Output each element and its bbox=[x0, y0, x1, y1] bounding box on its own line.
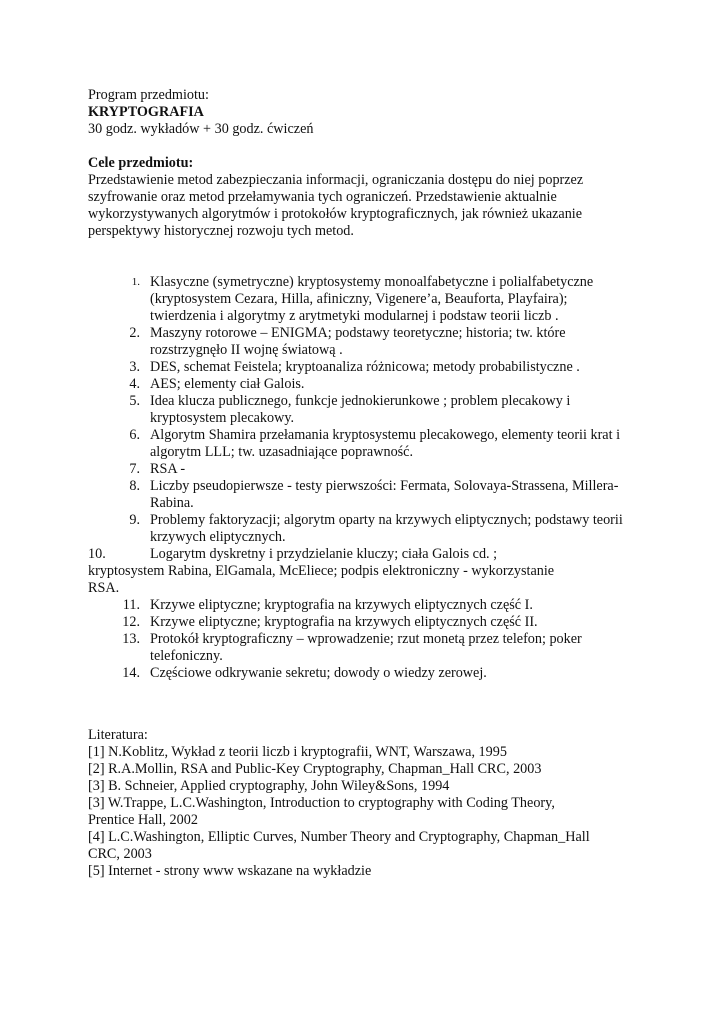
item-text: rozstrzygnęło II wojnę światową . bbox=[150, 342, 343, 358]
document-page bbox=[88, 87, 648, 880]
list-item bbox=[88, 325, 648, 359]
list-item bbox=[88, 359, 648, 376]
literature-entry: [4] L.C.Washington, Elliptic Curves, Number Theory and Cryptography, Chapman_Hall bbox=[88, 829, 590, 845]
item-text: Klasyczne (symetryczne) kryptosystemy monoalfabetyczne i polialfabetyczne bbox=[150, 274, 594, 290]
goals-line: Przedstawienie metod zabezpieczania informacji, ograniczania dostępu do niej poprzez bbox=[88, 172, 584, 188]
item-number: 3. bbox=[129, 359, 140, 375]
item-number: 13. bbox=[122, 631, 140, 647]
list-item bbox=[88, 461, 648, 478]
literature-entry: [5] Internet - strony www wskazane na wykładzie bbox=[88, 863, 372, 879]
item-number: 5. bbox=[129, 393, 140, 409]
item-text: Rabina. bbox=[150, 495, 194, 511]
goals-line: perspektywy historycznej rozwoju tych metod. bbox=[88, 223, 354, 239]
list-item bbox=[88, 614, 648, 631]
list-item bbox=[88, 274, 648, 325]
list-item bbox=[88, 393, 648, 427]
item-number: 4. bbox=[129, 376, 140, 392]
list-item bbox=[88, 478, 648, 512]
list-item bbox=[88, 376, 648, 393]
literature-entry: [1] N.Koblitz, Wykład z teorii liczb i kryptografii, WNT, Warszawa, 1995 bbox=[88, 744, 507, 760]
item-text: telefoniczny. bbox=[150, 648, 223, 664]
item-number: 14. bbox=[122, 665, 140, 681]
item-text: AES; elementy ciał Galois. bbox=[150, 376, 305, 392]
list-item bbox=[88, 665, 648, 682]
literature-entry: CRC, 2003 bbox=[88, 846, 152, 862]
item-text: kryptosystem Rabina, ElGamala, McEliece; podpis elektroniczny - wykorzystanie bbox=[88, 563, 555, 579]
item-text: RSA - bbox=[150, 461, 186, 477]
item-number: 12. bbox=[122, 614, 140, 630]
goals-heading: Cele przedmiotu: bbox=[88, 155, 194, 171]
literature-entry: Prentice Hall, 2002 bbox=[88, 812, 198, 828]
list-item bbox=[88, 512, 648, 546]
item-number: 1. bbox=[131, 276, 140, 288]
literature-entry: [3] B. Schneier, Applied cryptography, John Wiley&Sons, 1994 bbox=[88, 778, 450, 794]
item-text: (kryptosystem Cezara, Hilla, afiniczny, Vigenere’a, Beauforta, Playfaira); bbox=[150, 291, 568, 307]
item-text: Krzywe eliptyczne; kryptografia na krzywych eliptycznych część I. bbox=[150, 597, 533, 613]
item-text: Problemy faktoryzacji; algorytm oparty na krzywych eliptycznych; podstawy teorii bbox=[150, 512, 623, 528]
program-label: Program przedmiotu: bbox=[88, 87, 209, 103]
item-text: Krzywe eliptyczne; kryptografia na krzywych eliptycznych część II. bbox=[150, 614, 538, 630]
goals-section bbox=[88, 155, 648, 240]
goals-line: szyfrowanie oraz metod przełamywania tych ograniczeń. Przedstawienie aktualnie bbox=[88, 189, 557, 205]
item-number: 9. bbox=[129, 512, 140, 528]
literature-entry: [3] W.Trappe, L.C.Washington, Introduction to cryptography with Coding Theory, bbox=[88, 795, 555, 811]
literature-entry: [2] R.A.Mollin, RSA and Public-Key Cryptography, Chapman_Hall CRC, 2003 bbox=[88, 761, 542, 777]
list-item bbox=[88, 597, 648, 614]
item-number: 6. bbox=[129, 427, 140, 443]
item-text: Logarytm dyskretny i przydzielanie kluczy; ciała Galois cd. ; bbox=[150, 546, 498, 562]
item-number: 11. bbox=[122, 597, 140, 613]
list-item bbox=[88, 546, 648, 597]
item-text: twierdzenia i algorytmy z arytmetyki modularnej i podstaw teorii liczb . bbox=[150, 308, 559, 324]
goals-line: wykorzystywanych algorytmów i protokołów kryptograficznych, jak również ukazanie bbox=[88, 206, 583, 222]
item-number: 8. bbox=[129, 478, 140, 494]
item-text: Maszyny rotorowe – ENIGMA; podstawy teoretyczne; historia; tw. które bbox=[150, 325, 566, 341]
item-number: 10. bbox=[88, 546, 106, 562]
course-title: KRYPTOGRAFIA bbox=[88, 104, 204, 120]
list-item bbox=[88, 631, 648, 665]
item-number: 7. bbox=[129, 461, 140, 477]
item-text: krzywych eliptycznych. bbox=[150, 529, 286, 545]
literature-section bbox=[88, 727, 648, 880]
item-text: Liczby pseudopierwsze - testy pierwszości: Fermata, Solovaya-Strassena, Millera- bbox=[150, 478, 619, 494]
syllabus-list bbox=[88, 274, 648, 682]
list-item bbox=[88, 427, 648, 461]
item-text: DES, schemat Feistela; kryptoanaliza różnicowa; metody probabilistyczne . bbox=[150, 359, 580, 375]
item-text: Algorytm Shamira przełamania kryptosystemu plecakowego, elementy teorii krat i bbox=[150, 427, 621, 443]
item-text: Częściowe odkrywanie sekretu; dowody o wiedzy zerowej. bbox=[150, 665, 487, 681]
item-text: RSA. bbox=[88, 580, 120, 596]
item-number: 2. bbox=[129, 325, 140, 341]
literature-heading: Literatura: bbox=[88, 727, 148, 743]
item-text: Protokół kryptograficzny – wprowadzenie; rzut monetą przez telefon; poker bbox=[150, 631, 582, 647]
course-hours: 30 godz. wykładów + 30 godz. ćwiczeń bbox=[88, 121, 314, 137]
item-text: algorytm LLL; tw. uzasadniające poprawność. bbox=[150, 444, 414, 460]
item-text: Idea klucza publicznego, funkcje jednokierunkowe ; problem plecakowy i bbox=[150, 393, 571, 409]
item-text: kryptosystem plecakowy. bbox=[150, 410, 295, 426]
course-header bbox=[88, 87, 648, 138]
